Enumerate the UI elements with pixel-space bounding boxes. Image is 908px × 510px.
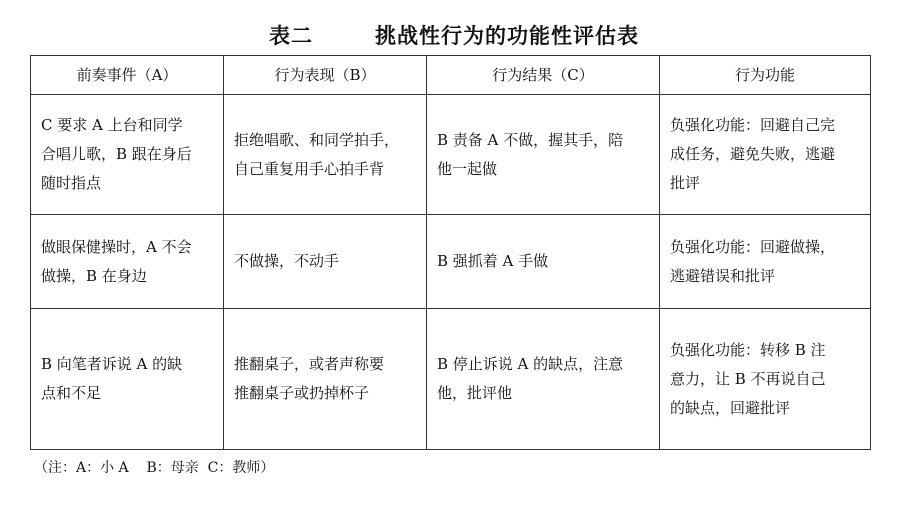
antecedent-cell [31,215,224,309]
function-cell [660,95,871,215]
table-header-row [31,56,871,95]
table-title: 挑战性行为的功能性评估表 [375,24,639,48]
antecedent-cell [31,95,224,215]
consequence-cell [427,95,660,215]
table-footnote: （注：A：小 A B：母亲 C：教师） [34,460,275,476]
function-cell [660,309,871,450]
table-row [31,309,871,450]
cell-text: B 强抓着 A 手做 [437,252,549,270]
cell-text: 不做操，不动手 [234,252,340,270]
header-antecedent: 前奏事件（A） [31,56,224,95]
cell-text: 负强化功能：转移 B 注 意力，让 B 不再说自己 的缺点，回避批评 [670,340,826,417]
page-title [0,20,908,52]
cell-text: B 责备 A 不做，握其手，陪 他一起做 [437,130,624,178]
consequence-cell [427,309,660,450]
header-function: 行为功能 [660,56,871,95]
cell-text: 拒绝唱歌、和同学拍手， 自己重复用手心拍手背 [234,130,400,178]
cell-text: 做眼保健操时，A 不会 做操，B 在身边 [41,237,192,285]
behavior-cell [224,95,427,215]
header-consequence: 行为结果（C） [427,56,660,95]
cell-text: 负强化功能：回避做操， 逃避错误和批评 [670,237,836,285]
behavior-cell [224,309,427,450]
header-behavior: 行为表现（B） [224,56,427,95]
cell-text: C 要求 A 上台和同学 合唱儿歌，B 跟在身后 随时指点 [41,116,192,192]
functional-assessment-table [30,55,871,450]
consequence-cell [427,215,660,309]
antecedent-cell [31,309,224,450]
cell-text: 负强化功能：回避自己完 成任务，避免失败，逃避 批评 [670,116,836,192]
table-row [31,95,871,215]
behavior-cell [224,215,427,309]
cell-text: B 停止诉说 A 的缺点，注意 他，批评他 [437,355,624,402]
table-row [31,215,871,309]
cell-text: B 向笔者诉说 A 的缺 点和不足 [41,355,183,402]
table-number-label: 表二 [269,24,313,48]
function-cell [660,215,871,309]
cell-text: 推翻桌子，或者声称要 推翻桌子或扔掉杯子 [234,355,385,402]
